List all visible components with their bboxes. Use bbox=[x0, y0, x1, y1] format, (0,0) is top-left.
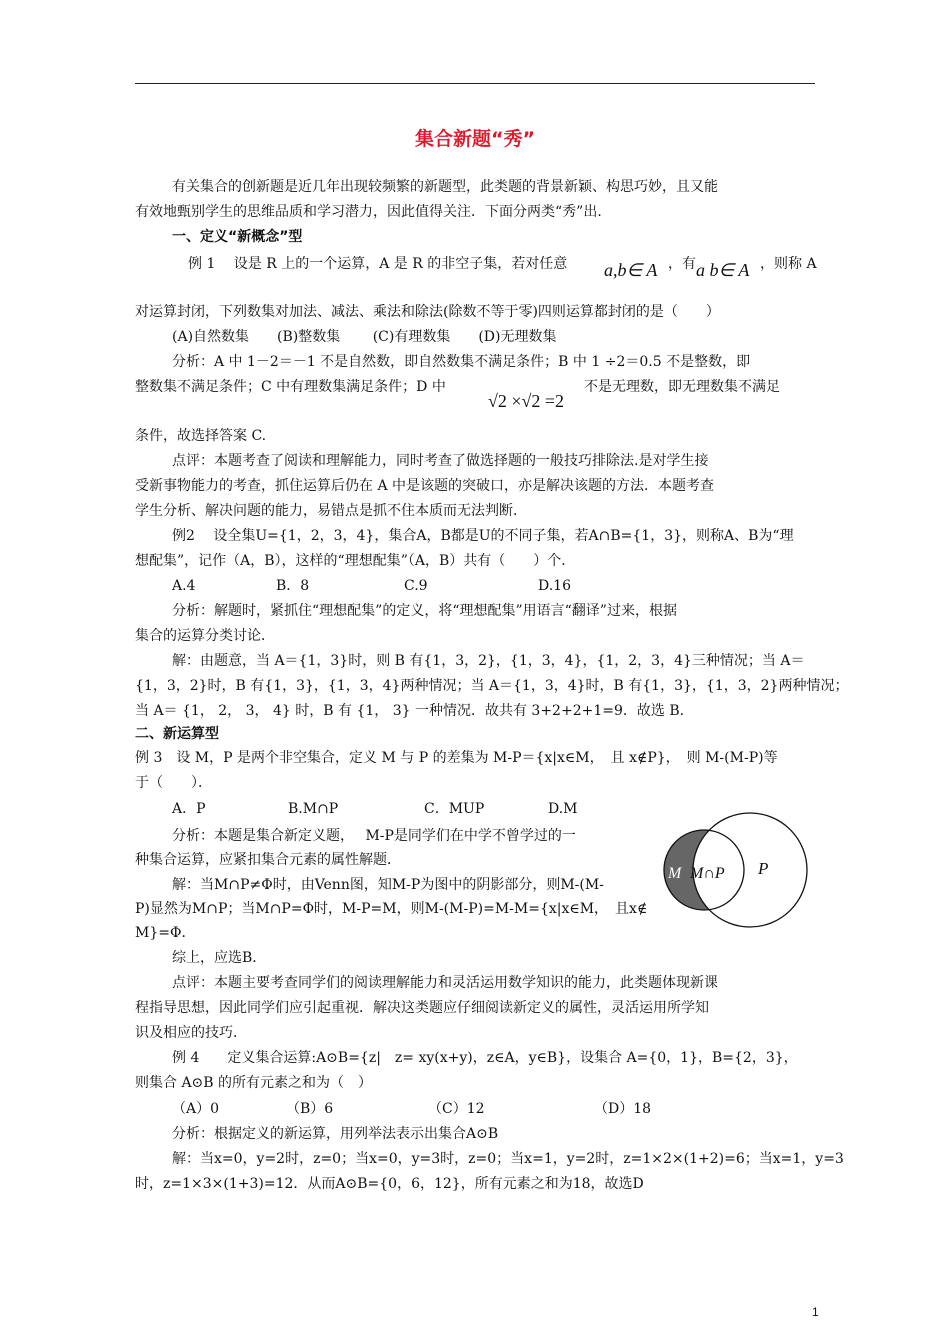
ex1-comment: 点评：本题考查了阅读和理解能力，同时考查了做选择题的一般技巧排除法.是对学生接 bbox=[172, 453, 709, 469]
ex1-analysis: 整数集不满足条件；C 中有理数集满足条件；D 中 bbox=[135, 379, 446, 395]
ex2-solution: 解：由题意，当 A＝{1，3}时，则 B 有{1，3，2}，{1，3，4}，{1，2，3，4}三种情况；当 A＝ bbox=[172, 653, 805, 669]
ex3-option: D.M bbox=[548, 801, 578, 817]
ex1-comment: 学生分析、解决问题的能力，易错点是抓不住本质而无法判断． bbox=[135, 503, 527, 519]
ex3-conclusion: 综上，应选B． bbox=[172, 950, 267, 966]
ex3-analysis: 分析：本题是集合新定义题， M-P是同学们在中学不曾学过的一 bbox=[172, 828, 576, 844]
ex1-line1-post: ，则称 A bbox=[760, 256, 817, 272]
ex1-comment: 受新事物能力的考查，抓住运算后仍在 A 中是该题的突破口，亦是解决该题的方法．本题考查 bbox=[135, 478, 715, 494]
ex2-option: D.16 bbox=[538, 578, 571, 594]
ex1-line2: 对运算封闭，下列数集对加法、减法、乘法和除法(除数不等于零)四则运算都封闭的是（ ） bbox=[135, 304, 720, 320]
ex1-analysis: 不是无理数，即无理数集不满足 bbox=[584, 379, 780, 395]
ex2-line: 想配集”，记作（A，B），这样的“理想配集”（A，B）共有（ ）个． bbox=[135, 553, 576, 569]
ex3-comment: 程指导思想，因此同学们应引起重视．解决这类题应仔细阅读新定义的属性，灵活运用所学知 bbox=[135, 1000, 709, 1016]
ex2-analysis: 集合的运算分类讨论． bbox=[135, 628, 275, 644]
ex4-line: 例 4 定义集合运算:A⊙B={z| z= xy(x+y)，z∈A，y∈B}，设集合 A={0，1}，B={2，3}， bbox=[172, 1050, 798, 1066]
ex3-solution: 解：当M∩P≠Φ时，由Venn图，知M-P为图中的阴影部分，则M-(M- bbox=[172, 877, 604, 893]
ex1-analysis: 条件，故选择答案 C. bbox=[135, 428, 267, 444]
page-title: 集合新题“秀” bbox=[415, 128, 535, 150]
section-heading: 一、定义“新概念”型 bbox=[172, 229, 303, 245]
ex2-option: B．8 bbox=[276, 578, 310, 594]
ex2-line: 例2 设全集U={1，2，3，4}，集合A，B都是U的不同子集，若A∩B={1，3}，则称A、B为“理 bbox=[172, 528, 794, 544]
ex1-line1-pre: 例 1 设是 R 上的一个运算，A 是 R 的非空子集，若对任意 bbox=[188, 256, 568, 272]
ex1-options: (A)自然数集 (B)整数集 (C)有理数集 (D)无理数集 bbox=[172, 329, 557, 345]
ex2-analysis: 分析：解题时，紧抓住“理想配集”的定义，将“理想配集”用语言“翻译”过来，根据 bbox=[172, 603, 677, 619]
header-rule bbox=[135, 83, 815, 84]
ex3-line: 例 3 设 M，P 是两个非空集合，定义 M 与 P 的差集为 M-P＝{x|x∈M， 且 x∉P}， 则 M-(M-P)等 bbox=[135, 750, 778, 766]
venn-diagram bbox=[660, 808, 816, 932]
page-number: 1 bbox=[812, 1305, 819, 1319]
ex4-option: （C）12 bbox=[428, 1101, 485, 1117]
ex4-solution: 解：当x=0，y=2时，z=0；当x=0，y=3时，z=0；当x=1，y=2时，z=1×2×(1+2)=6；当x=1，y=3 bbox=[172, 1151, 844, 1167]
venn-label-m: M bbox=[668, 865, 682, 882]
ex1-sqrt-math: √2 ×√2 =2 bbox=[488, 391, 565, 411]
ex1-analysis: 分析：A 中 1－2＝－1 不是自然数，即自然数集不满足条件；B 中 1 ÷2＝0.5 不是整数，即 bbox=[172, 354, 751, 370]
ex2-solution: {1，3，2}时，B 有{1，3}，{1，3，4}两种情况；当 A＝{1，3，4}时，B 有{1，3}，{1，3，2}两种情况； bbox=[135, 678, 849, 694]
ex3-line: 于（ ）． bbox=[135, 775, 212, 791]
ex3-solution: P)显然为M∩P；当M∩P=Φ时，M-P=M，则M-(M-P)=M-M={x|x∈M， 且x∉ bbox=[135, 901, 648, 917]
section-heading: 二、新运算型 bbox=[135, 726, 219, 742]
ex3-solution: M}=Φ． bbox=[135, 925, 196, 941]
ex3-comment: 点评：本题主要考查同学们的阅读理解能力和灵活运用数学知识的能力，此类题体现新课 bbox=[172, 975, 718, 991]
ex4-option: （A）0 bbox=[172, 1101, 220, 1117]
ex1-line1-mid: ，有 bbox=[668, 256, 696, 272]
intro-line: 有关集合的创新题是近几年出现较频繁的新题型，此类题的背景新颖、构思巧妙，且又能 bbox=[172, 179, 718, 195]
venn-label-intersection: M∩P bbox=[690, 865, 725, 882]
ex2-option: C.9 bbox=[404, 578, 428, 594]
ex1-math-2: a b∈ A bbox=[696, 260, 750, 280]
ex3-option: C．MUP bbox=[424, 801, 485, 817]
ex3-option: A．P bbox=[172, 801, 206, 817]
ex4-option: （B）6 bbox=[286, 1101, 334, 1117]
ex4-option: （D）18 bbox=[594, 1101, 652, 1117]
ex4-line: 则集合 A⊙B 的所有元素之和为（ ） bbox=[135, 1075, 373, 1091]
venn-label-p: P bbox=[758, 859, 769, 878]
ex1-math-1: a,b∈ A bbox=[604, 260, 658, 280]
ex4-solution: 时，z=1×3×(1+3)=12．从而A⊙B={0，6，12}，所有元素之和为18，故选D bbox=[135, 1176, 644, 1192]
ex2-option: A.4 bbox=[172, 578, 196, 594]
intro-line: 有效地甄别学生的思维品质和学习潜力，因此值得关注．下面分两类“秀”出． bbox=[135, 204, 612, 220]
ex2-solution: 当 A＝ {1， 2， 3， 4} 时，B 有 {1， 3} 一种情况．故共有 3+2+2+1=9．故选 B. bbox=[135, 703, 685, 719]
ex3-option: B.M∩P bbox=[288, 801, 339, 817]
ex4-analysis: 分析：根据定义的新运算，用列举法表示出集合A⊙B bbox=[172, 1126, 499, 1142]
ex3-comment: 识及相应的技巧． bbox=[135, 1025, 247, 1041]
ex3-analysis: 种集合运算，应紧扣集合元素的属性解题． bbox=[135, 852, 401, 868]
